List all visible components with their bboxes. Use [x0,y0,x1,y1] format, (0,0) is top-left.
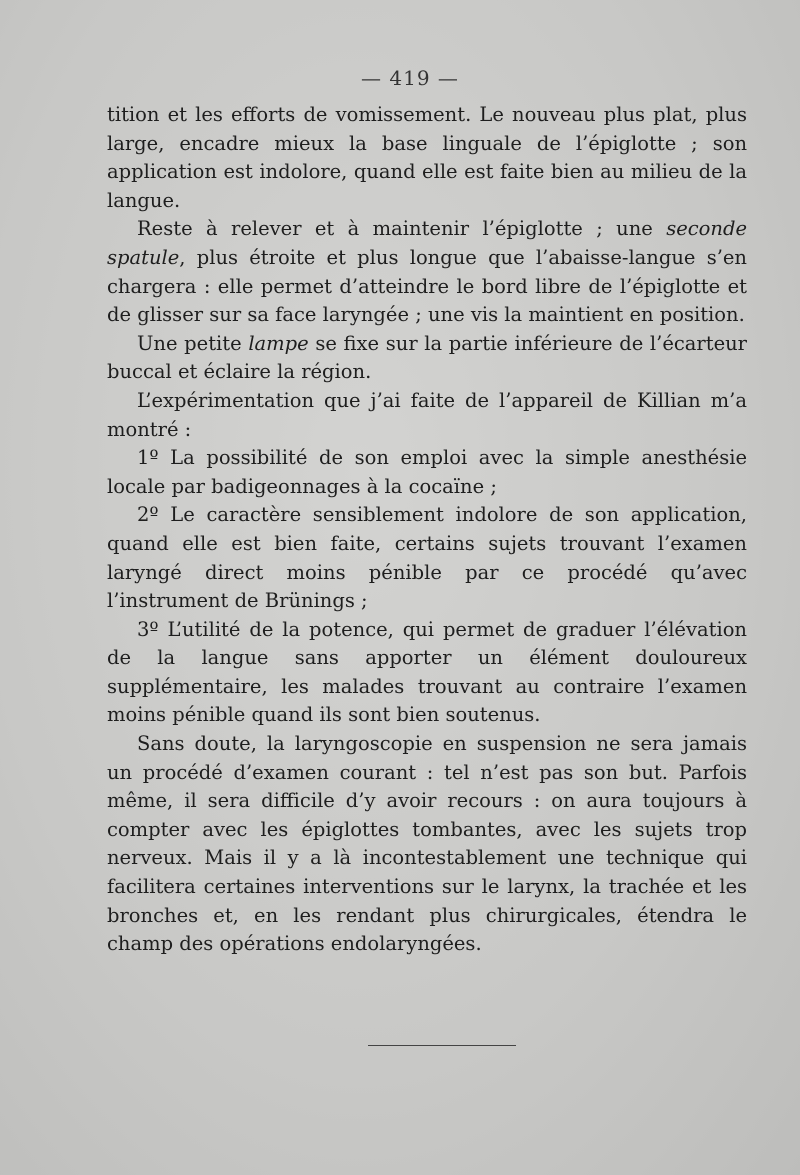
body-text [107,101,747,959]
text-run: 3º L’utilité de la potence, qui permet de graduer l’élévation de la langue sans apporter un élément douloureux supplémentaire, les malades trouvant au contraire l’examen moins pénible quand ils sont bien soutenus. [107,617,747,727]
text-run: , plus étroite et plus longue que l’abaisse-langue s’en chargera : elle permet d’atteindre le bord libre de l’épiglotte et de glisser sur sa face laryngée ; une vis la maintient en position. [107,245,747,327]
italic-term: lampe [248,331,309,355]
text-run: Sans doute, la laryngoscopie en suspension ne sera jamais un procédé d’examen courant : tel n’est pas son but. Parfois même, il sera difficile d’y avoir recours : on aura toujours à compter avec les épiglottes tombantes, avec les sujets trop nerveux. Mais il y a là incontestablement une technique qui facilitera certaines interventions sur le larynx, la trachée et les bronches et, en les rendant plus chirurgicales, étendra le champ des opérations endolaryngées. [107,732,747,956]
list-item-3 [107,616,747,730]
text-run: se fixe sur la partie inférieure de l’écarteur buccal et éclaire la région. [107,331,747,384]
paragraph-conclusion [107,730,747,959]
text-run: L’expérimentation que j’ai faite de l’appareil de Killian m’a montré : [107,388,747,441]
paragraph-second-spatula [107,215,747,329]
list-item-2 [107,501,747,615]
paragraph-continuation [107,101,747,215]
italic-term: seconde spatule [107,217,747,269]
text-run: 2º Le caractère sensiblement indolore de son application, quand elle est bien faite, certains sujets trouvant l’examen laryngé direct moins pénible par ce procédé qu’avec l’instrument de Brünings ; [107,503,747,613]
text-run: 1º La possibilité de son emploi avec la simple anesthésie locale par badigeonnages à la cocaïne ; [107,446,747,498]
text-run: Une petite [137,331,249,355]
text-run: Reste à relever et à maintenir l’épiglotte ; une [137,217,667,241]
text-run: tition et les efforts de vomissement. Le nouveau plus plat, plus large, encadre mieux la base linguale de l’épiglotte ; son application est indolore, quand elle est faite bien au milieu de la langue. [107,103,747,212]
page-number: — 419 — [361,66,459,90]
list-item-1 [107,444,747,501]
end-of-chapter-rule [368,1045,516,1046]
paragraph-experimentation [107,387,747,444]
paragraph-lamp [107,330,747,387]
